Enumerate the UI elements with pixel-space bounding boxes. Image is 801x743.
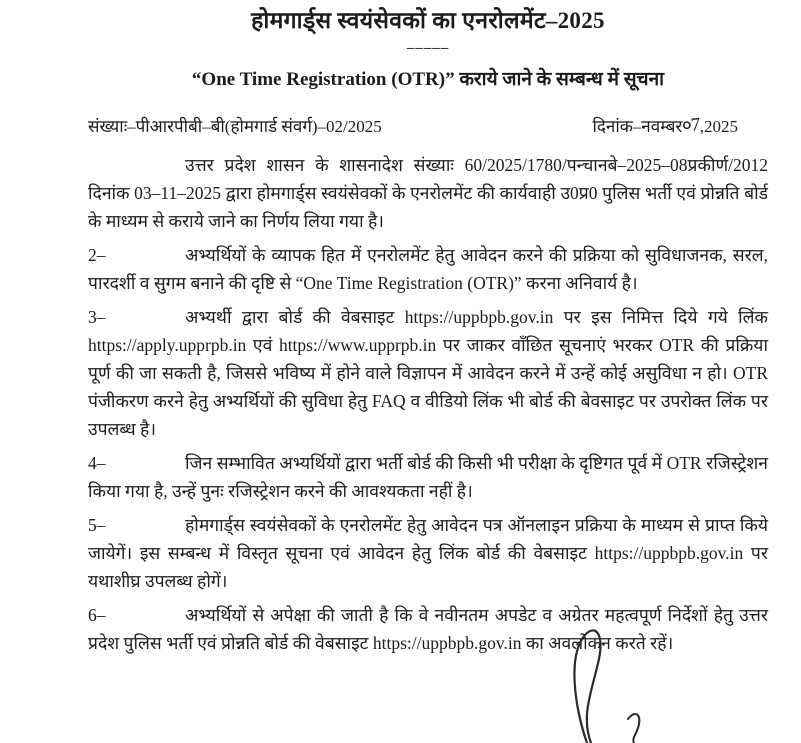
paragraph-4-number: 4– <box>88 453 106 473</box>
date-suffix: ,2025 <box>699 117 738 136</box>
paragraph-5-text: होमगार्ड्स स्वयंसेवकों के एनरोलमेंट हेतु आवेदन पत्र ऑनलाइन प्रक्रिया के माध्यम से प्राप्त किये जायेगें। इस सम्बन्ध में विस्तृत सूचना एवं आवेदन हेतु लिंक बोर्ड की वेबसाइट https://uppbpb.gov.in पर यथाशीघ्र उपलब्ध होगें। <box>88 515 768 591</box>
paragraph-5 <box>88 511 768 595</box>
paragraph-list <box>88 151 768 657</box>
reference-date <box>592 112 738 138</box>
paragraph-5-number: 5– <box>88 515 106 535</box>
paragraph-2-number: 2– <box>88 245 106 265</box>
reference-number: संख्याः–पीआरपीबी–बी(होमगार्ड संवर्ग)–02/2025 <box>88 117 382 136</box>
paragraph-6-number: 6– <box>88 605 106 625</box>
handwritten-day: ०7 <box>681 114 701 137</box>
paragraph-2 <box>88 241 768 297</box>
paragraph-2-text: अभ्यर्थियों के व्यापक हित में एनरोलमेंट हेतु आवेदन करने की प्रक्रिया को सुविधाजनक, सरल, पारदर्शी व सुगम बनाने की दृष्टि से “One Time Registration (OTR)” करना अनिवार्य है। <box>88 245 768 293</box>
paragraph-4 <box>88 449 768 505</box>
paragraph-6 <box>88 601 768 657</box>
paragraph-3-text: अभ्यर्थी द्वारा बोर्ड की वेबसाइट https://uppbpb.gov.in पर इस निमित्त दिये गये लिंक https://apply.upprpb.in एवं https://www.upprpb.in पर जाकर वाँछित सूचनाएं भरकर OTR की प्रक्रिया पूर्ण की जा सकती है, जिससे भविष्य में होने वाले विज्ञापन में आवेदन करने में उन्हें कोई असुविधा न हो। OTR पंजीकरण करने हेतु अभ्यर्थियों की सुविधा हेतु FAQ व वीडियो लिंक भी बोर्ड की बेवसाइट पर उपरोक्त लिंक पर उपलब्ध है। <box>88 307 768 439</box>
paragraph-4-text: जिन सम्भावित अभ्यर्थियों द्वारा भर्ती बोर्ड की किसी भी परीक्षा के दृष्टिगत पूर्व में OTR रजिस्ट्रेशन किया गया है, उन्हें पुनः रजिस्ट्रेशन करने की आवश्यकता नहीं है। <box>88 453 768 501</box>
paragraph-1-text: उत्तर प्रदेश शासन के शासनादेश संख्याः 60/2025/1780/पन्चानबे–2025–08प्रकीर्ण/2012 दिनांक 03–11–2025 द्वारा होमगार्ड्स स्वयंसेवकों के एनरोलमेंट की कार्यवाही उ0प्र0 पुलिस भर्ती एवं प्रोन्नति बोर्ड के माध्यम से कराये जाने का निर्णय लिया गया है। <box>88 155 768 231</box>
paragraph-1 <box>88 151 768 235</box>
title-divider-dashes: ––––– <box>406 40 450 56</box>
paragraph-3 <box>88 303 768 443</box>
document-subtitle: “One Time Registration (OTR)” कराये जाने के सम्बन्ध में सूचना <box>191 69 665 90</box>
reference-row <box>88 112 768 138</box>
document-title: होमगार्ड्स स्वयंसेवकों का एनरोलमेंट–2025 <box>251 8 605 33</box>
date-prefix: दिनांक–नवम्बर <box>592 117 683 136</box>
paragraph-6-text: अभ्यर्थियों से अपेक्षा की जाती है कि वे नवीनतम अपडेट व अग्रेतर महत्वपूर्ण निर्देशों हेतु उत्तर प्रदेश पुलिस भर्ती एवं प्रोन्नति बोर्ड की वेबसाइट https://uppbpb.gov.in का अवलोकन करते रहें। <box>88 605 768 653</box>
paragraph-3-number: 3– <box>88 307 106 327</box>
